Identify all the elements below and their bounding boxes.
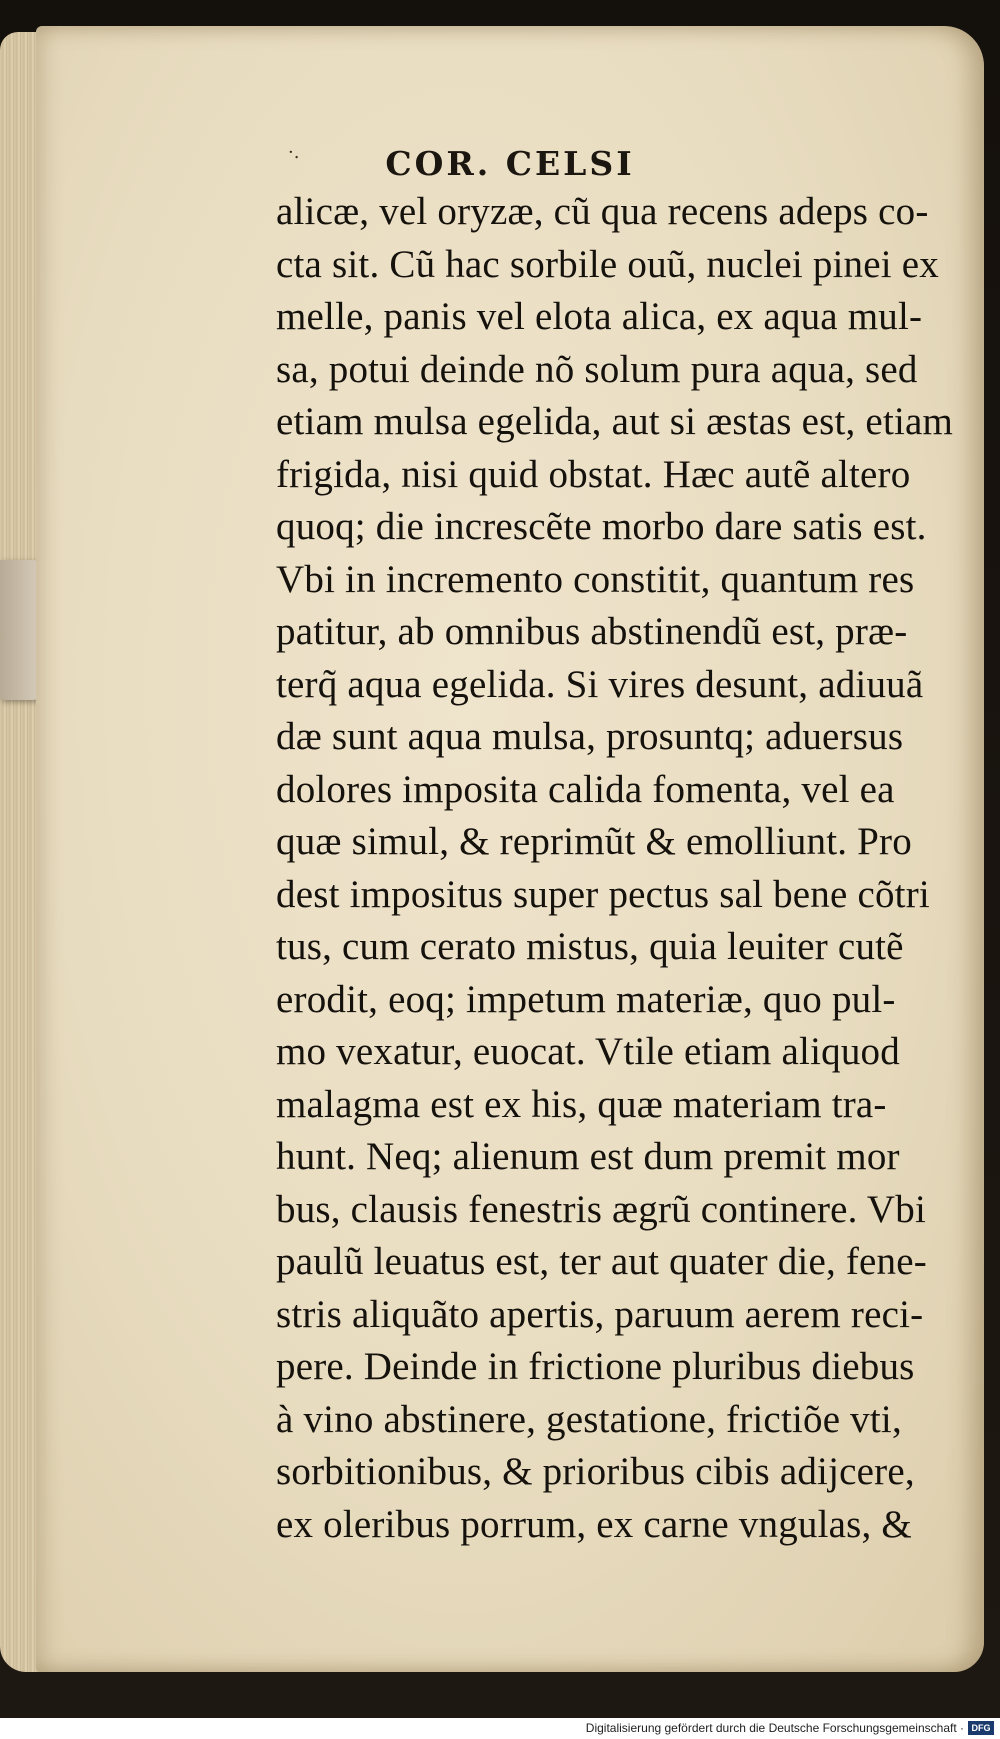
running-head: COR. CELSI [385,144,635,183]
show-through-text [166,306,236,426]
head-mark: ·. [288,142,300,163]
text-line: tus, cum cerato mistus, quia leuiter cutẽ [276,925,904,968]
text-line: cta sit. Cũ hac sorbile ouũ, nuclei pinei ex [276,242,939,286]
text-line: malagma est ex his, quæ materiam tra- [276,1082,887,1126]
text-line: mo vexatur, euocat. Vtile etiam aliquod [276,1030,900,1073]
text-line: melle, panis vel elota alica, ex aqua mul- [276,295,923,338]
text-line: sa, potui deinde nõ solum pura aqua, sed [276,347,918,391]
text-line: frigida, nisi quid obstat. Hæc autẽ altero [276,452,911,496]
text-line: stris aliquãto apertis, paruum aerem reci- [276,1292,924,1336]
text-line: quoq; die increscẽte morbo dare satis est. [276,505,927,548]
page-sheet [36,26,984,1672]
text-line: dolores imposita calida fomenta, vel ea [276,767,895,811]
text-line: Vbi in incremento constitit, quantum res [276,557,915,601]
text-line: dest impositus super pectus sal bene cõtri [276,872,930,916]
text-line: ex oleribus porrum, ex carne vngulas, & [276,1502,912,1546]
text-line: hunt. Neq; alienum est dum premit mor [276,1135,900,1178]
text-line: bus, clausis fenestris ægrũ continere. Vbi [276,1187,926,1231]
text-line: terq̃ aqua egelida. Si vires desunt, adiuuã [276,662,924,706]
text-line: paulũ leuatus est, ter aut quater die, fene- [276,1240,927,1283]
dfg-logo-icon: DFG [968,1721,994,1735]
text-line: à vino abstinere, gestatione, frictiõe vti, [276,1397,902,1441]
text-line: quæ simul, & reprimũt & emolliunt. Pro [276,820,912,863]
text-line: etiam mulsa egelida, aut si æstas est, etiam [276,400,954,443]
body-text [276,186,966,1551]
text-line: patitur, ab omnibus abstinendũ est, præ- [276,610,908,653]
text-line: pere. Deinde in frictione pluribus diebus [276,1345,915,1388]
text-line: sorbitionibus, & prioribus cibis adijcere, [276,1450,915,1493]
text-line: dæ sunt aqua mulsa, prosuntq; aduersus [276,715,904,758]
text-line: alicæ, vel oryzæ, cũ qua recens adeps co- [276,190,929,233]
digitization-credit: Digitalisierung gefördert durch die Deutsche Forschungsgemeinschaft · [585,1721,964,1735]
text-line: erodit, eoq; impetum materiæ, quo pul- [276,977,896,1021]
